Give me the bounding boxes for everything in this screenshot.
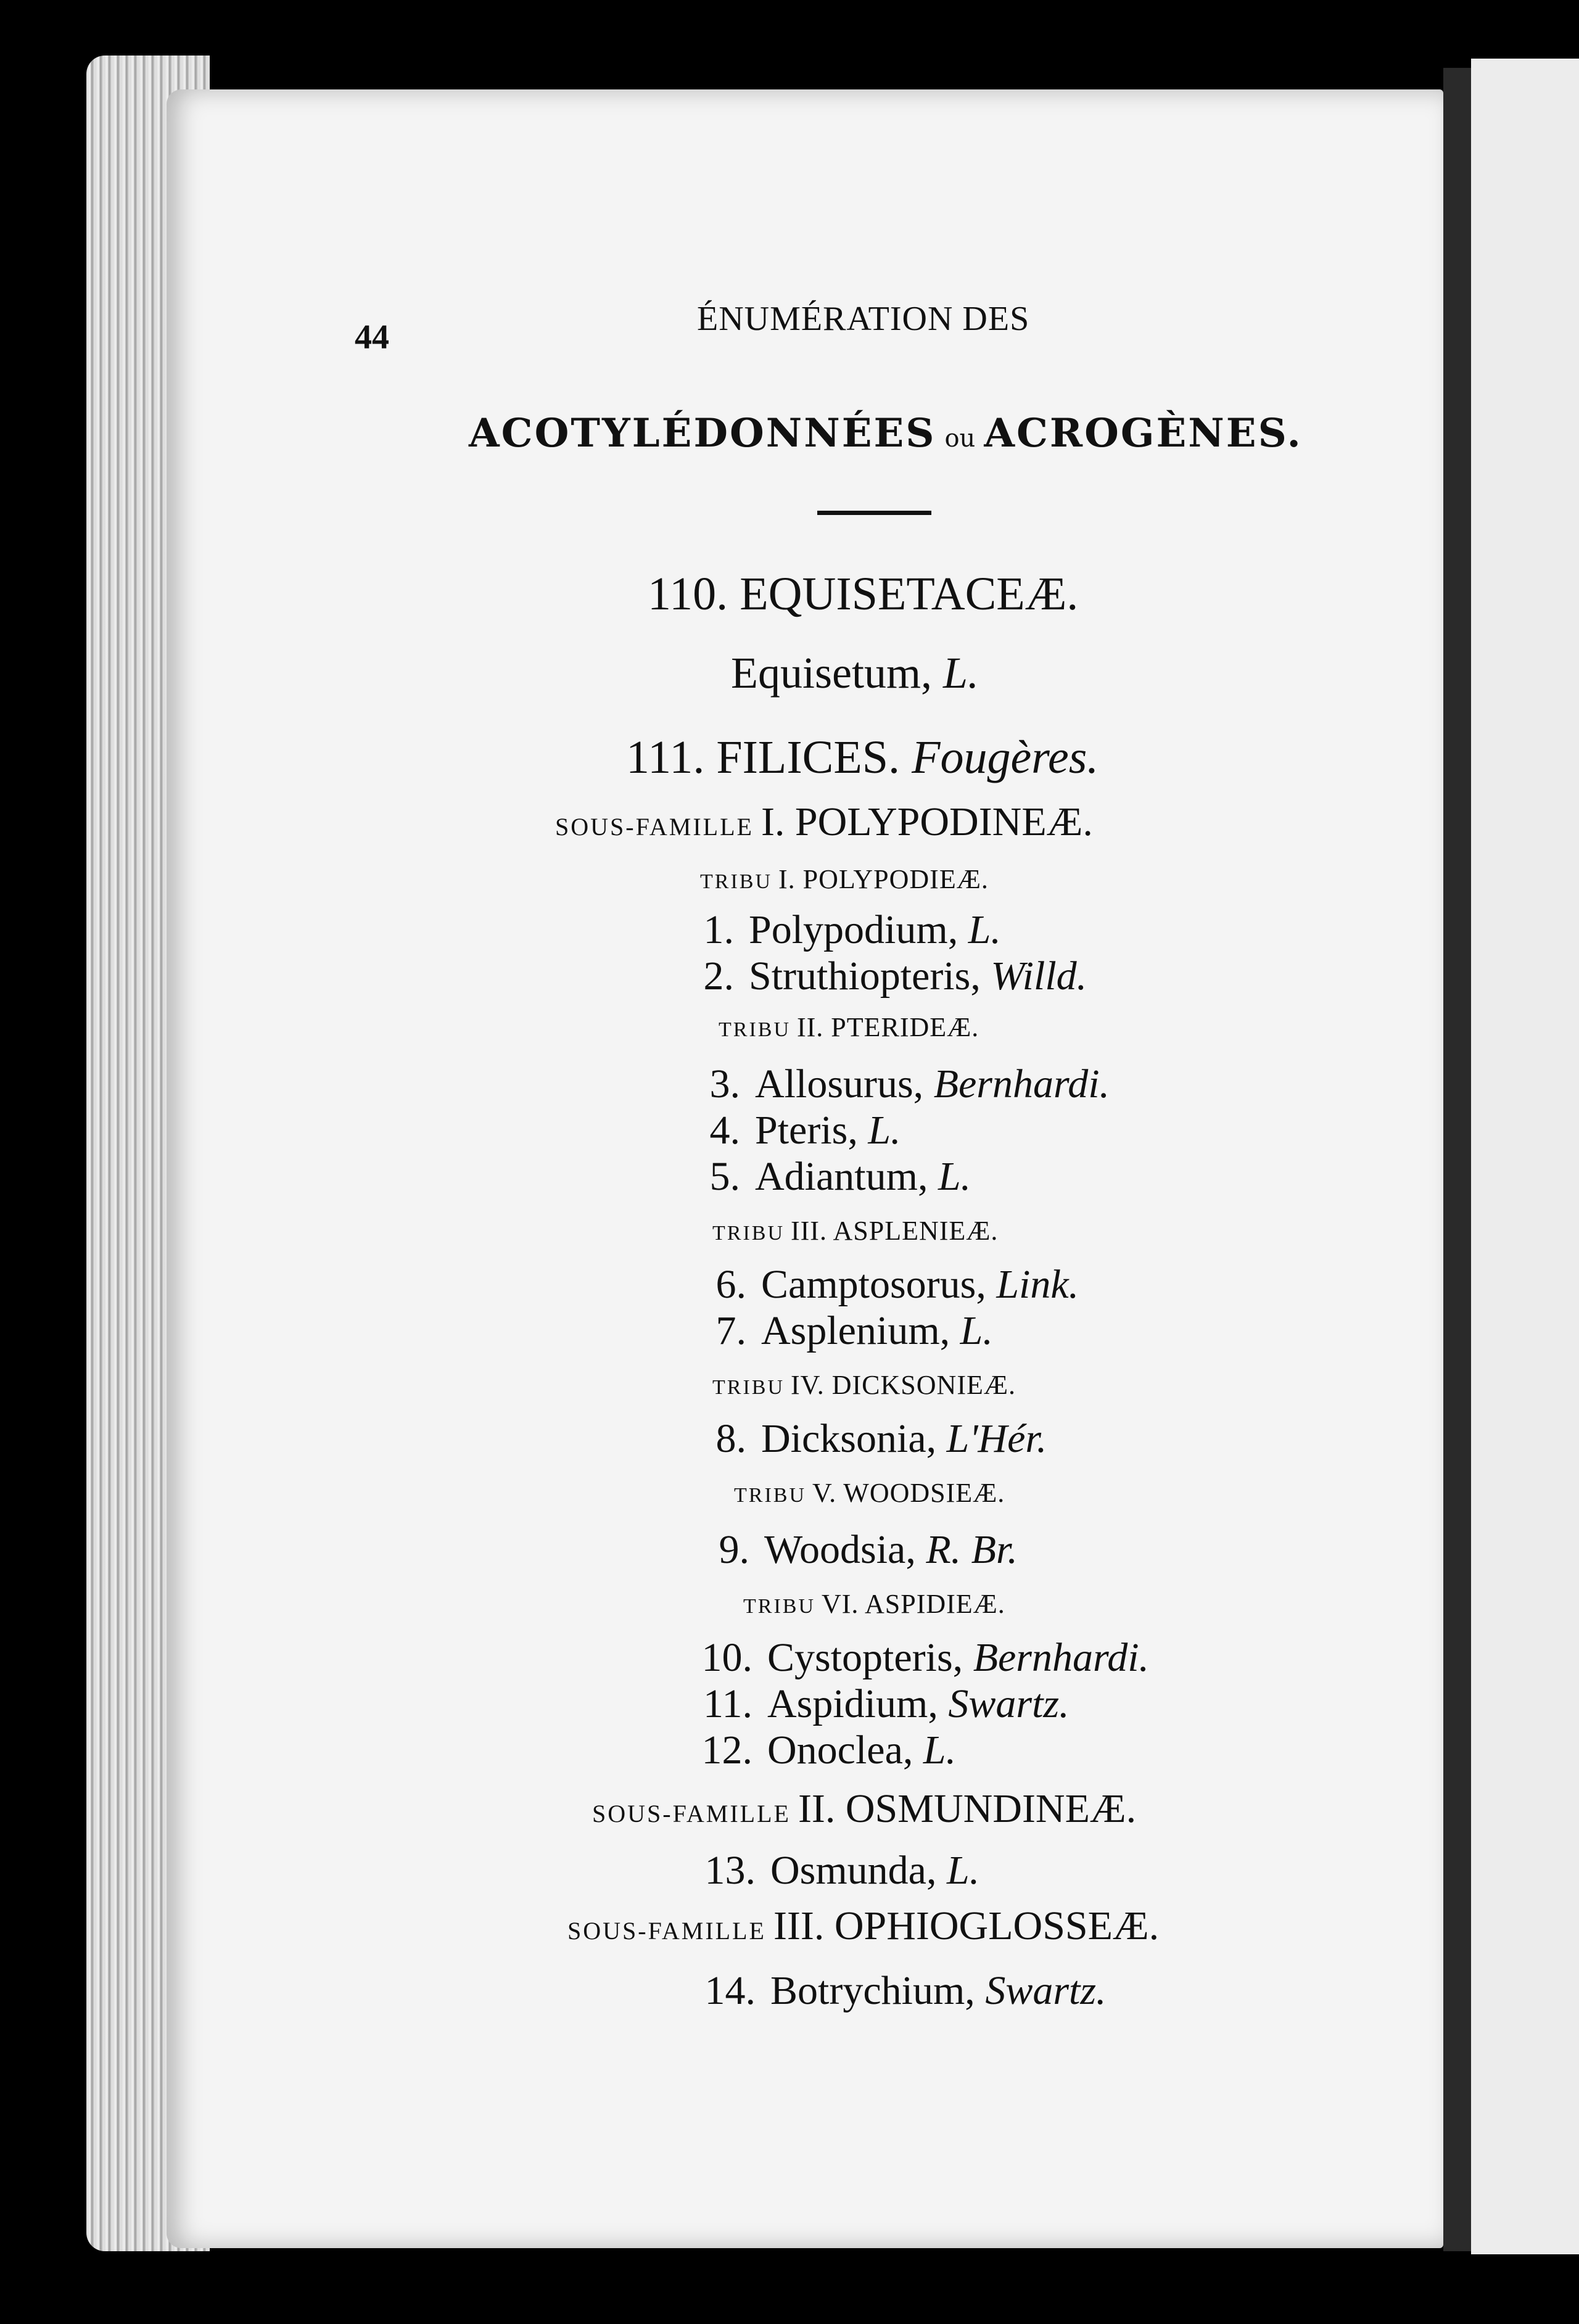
subfamily-heading <box>555 799 1093 846</box>
genus-name: Polypodium, <box>749 907 959 952</box>
genus-number: 14. <box>704 1968 756 2013</box>
tribe-heading <box>712 1215 998 1246</box>
genus-entry <box>688 1847 979 1894</box>
genus-number: 9. <box>719 1527 749 1572</box>
family-name: EQUISETACEÆ. <box>740 568 1079 620</box>
genus-author: L. <box>960 1308 993 1353</box>
genus-author: Willd. <box>991 954 1087 999</box>
tribe-name: IV. DICKSONIEÆ. <box>791 1370 1016 1400</box>
genus-entry <box>672 1107 901 1154</box>
genus-name: Dicksonia, <box>761 1416 937 1461</box>
section-title-part2: ACROGÈNES. <box>984 410 1303 456</box>
genus-name: Adiantum, <box>755 1154 928 1199</box>
genus-number: 6. <box>715 1262 746 1307</box>
subfamily-name: I. POLYPODINEÆ. <box>761 799 1093 844</box>
tribe-name: III. ASPLENIEÆ. <box>791 1216 999 1246</box>
genus-entry <box>678 1308 993 1354</box>
genus-name: Woodsia, <box>764 1527 916 1572</box>
genus-entry <box>685 1681 1070 1728</box>
genus-author: Bernhardi. <box>933 1061 1110 1106</box>
genus-number: 12. <box>701 1728 752 1773</box>
tribe-label: TRIBU <box>712 1222 785 1245</box>
genus-number: 3. <box>709 1061 740 1106</box>
genus-author: R. Br. <box>926 1527 1018 1572</box>
genus-number: 10. <box>701 1635 752 1680</box>
genus-number: 2. <box>703 954 734 999</box>
genus-name: Struthiopteris, <box>749 954 981 999</box>
genus-entry <box>682 1527 1018 1573</box>
genus-author: Swartz. <box>948 1681 1070 1726</box>
genus-author: Bernhardi. <box>973 1635 1150 1680</box>
subfamily-label: SOUS-FAMILLE <box>567 1917 766 1945</box>
genus-number: 11. <box>703 1681 752 1726</box>
genus-entry <box>672 1153 971 1200</box>
section-title-connector: ou <box>944 424 976 453</box>
genus-number: 8. <box>715 1416 746 1461</box>
tribe-name: V. WOODSIEÆ. <box>812 1478 1005 1508</box>
genus-number: 1. <box>703 907 734 952</box>
genus-name: Osmunda, <box>770 1848 937 1893</box>
genus-name: Asplenium, <box>761 1308 950 1353</box>
tribe-heading <box>734 1477 1005 1509</box>
genus-entry <box>685 1727 956 1774</box>
genus-entry <box>731 648 979 699</box>
tribe-heading <box>743 1588 1005 1620</box>
genus-name: Cystopteris, <box>767 1635 963 1680</box>
genus-number: 5. <box>709 1154 740 1199</box>
genus-author: Link. <box>996 1262 1079 1307</box>
genus-entry <box>685 1634 1149 1681</box>
subfamily-name: III. OPHIOGLOSSEÆ. <box>773 1903 1160 1948</box>
genus-name: Camptosorus, <box>761 1262 986 1307</box>
running-head: ÉNUMÉRATION DES <box>697 300 1030 338</box>
tribe-label: TRIBU <box>719 1018 791 1041</box>
genus-author: L'Hér. <box>946 1416 1047 1461</box>
title-rule <box>817 511 931 515</box>
section-title <box>469 410 1303 456</box>
tribe-label: TRIBU <box>700 870 772 893</box>
genus-name: Botrychium, <box>770 1968 975 2013</box>
genus-author: L. <box>938 1154 971 1199</box>
tribe-name: II. PTERIDEÆ. <box>797 1012 979 1042</box>
genus-entry <box>688 1968 1107 2014</box>
genus-author: L. <box>923 1728 957 1773</box>
family-number: 110. <box>648 568 728 620</box>
subfamily-name: II. OSMUNDINEÆ. <box>798 1786 1137 1831</box>
genus-entry <box>672 1061 1110 1108</box>
genus-author: L. <box>946 1848 980 1893</box>
genus-name: Pteris, <box>755 1108 858 1153</box>
genus-entry <box>678 1261 1079 1308</box>
genus-author: L. <box>942 648 979 698</box>
genus-entry <box>666 953 1087 1000</box>
genus-number: 4. <box>709 1108 740 1153</box>
family-heading <box>648 567 1078 621</box>
genus-name: Equisetum, <box>731 648 932 698</box>
tribe-name: I. POLYPODIEÆ. <box>778 864 989 894</box>
section-title-part1: ACOTYLÉDONNÉES <box>469 410 936 456</box>
tribe-label: TRIBU <box>743 1595 815 1618</box>
subfamily-heading <box>567 1903 1159 1950</box>
family-name: FILICES. <box>716 731 901 783</box>
tribe-name: VI. ASPIDIEÆ. <box>822 1589 1005 1619</box>
genus-author: L. <box>868 1108 901 1153</box>
genus-number: 13. <box>704 1848 756 1893</box>
genus-name: Onoclea, <box>767 1728 913 1773</box>
family-heading <box>626 731 1099 785</box>
subfamily-label: SOUS-FAMILLE <box>592 1800 791 1827</box>
genus-name: Allosurus, <box>755 1061 924 1106</box>
tribe-label: TRIBU <box>712 1376 785 1399</box>
subfamily-label: SOUS-FAMILLE <box>555 813 754 841</box>
tribe-label: TRIBU <box>734 1484 806 1507</box>
subfamily-heading <box>592 1786 1136 1832</box>
genus-entry <box>678 1415 1047 1462</box>
genus-author: Swartz. <box>985 1968 1107 2013</box>
tribe-heading <box>712 1369 1016 1401</box>
page-number: 44 <box>355 318 389 356</box>
genus-author: L. <box>968 907 1001 952</box>
genus-number: 7. <box>715 1308 746 1353</box>
tribe-heading <box>700 863 989 895</box>
genus-entry <box>666 907 1001 954</box>
family-number: 111. <box>626 731 705 783</box>
tribe-heading <box>719 1012 979 1043</box>
family-common-name: Fougères. <box>912 731 1099 783</box>
genus-name: Aspidium, <box>767 1681 938 1726</box>
